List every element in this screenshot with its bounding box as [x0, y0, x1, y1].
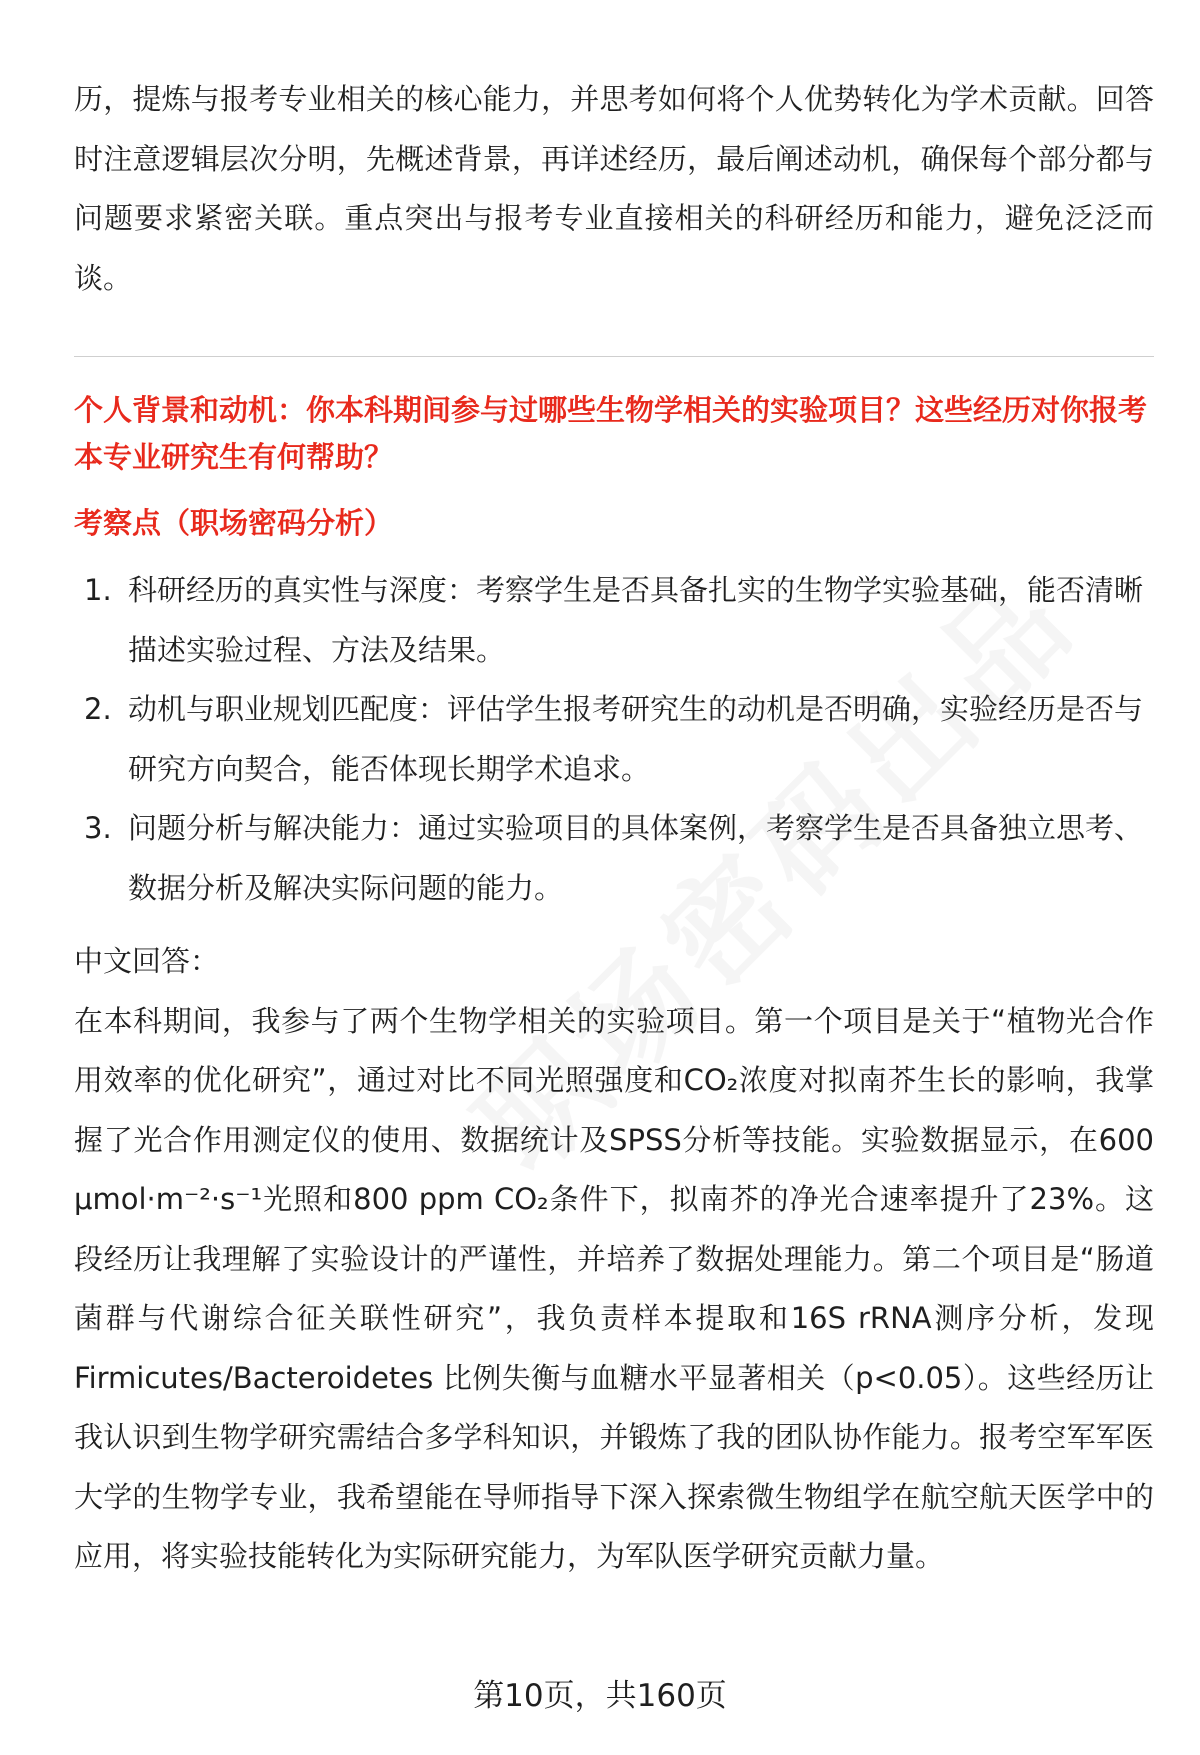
list-item: [74, 680, 1154, 799]
list-item-text: 科研经历的真实性与深度：考察学生是否具备扎实的生物学实验基础，能否清晰描述实验过程、方法及结果。: [128, 573, 1144, 667]
list-item-text: 动机与职业规划匹配度：评估学生报考研究生的动机是否明确，实验经历是否与研究方向契合，能否体现长期学术追求。: [128, 692, 1144, 786]
assessment-points-list: [74, 561, 1154, 918]
section-divider: [74, 356, 1154, 357]
list-item-number: 2.: [84, 692, 112, 726]
page-number-footer: 第10页，共160页: [473, 1678, 727, 1714]
list-item-number: 3.: [84, 811, 112, 845]
answer-label: 中文回答：: [74, 944, 220, 978]
list-item-text: 问题分析与解决能力：通过实验项目的具体案例，考察学生是否具备独立思考、数据分析及解决实际问题的能力。: [128, 811, 1144, 905]
question-heading: 个人背景和动机：你本科期间参与过哪些生物学相关的实验项目？这些经历对你报考本专业研究生有何帮助？: [74, 393, 1148, 474]
list-item: [74, 799, 1154, 918]
document-page: [74, 70, 1154, 1587]
answer-paragraph: 在本科期间，我参与了两个生物学相关的实验项目。第一个项目是关于“植物光合作用效率的优化研究”，通过对比不同光照强度和CO₂浓度对拟南芥生长的影响，我掌握了光合作用测定仪的使用、数据统计及SPSS分析等技能。实验数据显示，在600 μmol·m⁻²·s⁻¹光照和800 ppm CO₂条件下，拟南芥的净光合速率提升了23%。这段经历让我理解了实验设计的严谨性，并培养了数据处理能力。第二个项目是“肠道菌群与代谢综合征关联性研究”，我负责样本提取和16S rRNA测序分析，发现 Firmicutes/Bacteroidetes 比例失衡与血糖水平显著相关（p<0.05）。这些经历让我认识到生物学研究需结合多学科知识，并锻炼了我的团队协作能力。报考空军军医大学的生物学专业，我希望能在导师指导下深入探索微生物组学在航空航天医学中的应用，将实验技能转化为实际研究能力，为军队医学研究贡献力量。: [74, 1003, 1154, 1573]
section-heading: 考察点（职场密码分析）: [74, 506, 394, 540]
intro-paragraph: 历，提炼与报考专业相关的核心能力，并思考如何将个人优势转化为学术贡献。回答时注意逻辑层次分明，先概述背景，再详述经历，最后阐述动机，确保每个部分都与问题要求紧密关联。重点突出与报考专业直接相关的科研经历和能力，避免泛泛而谈。: [74, 82, 1154, 295]
list-item: [74, 561, 1154, 680]
list-item-number: 1.: [84, 573, 112, 607]
